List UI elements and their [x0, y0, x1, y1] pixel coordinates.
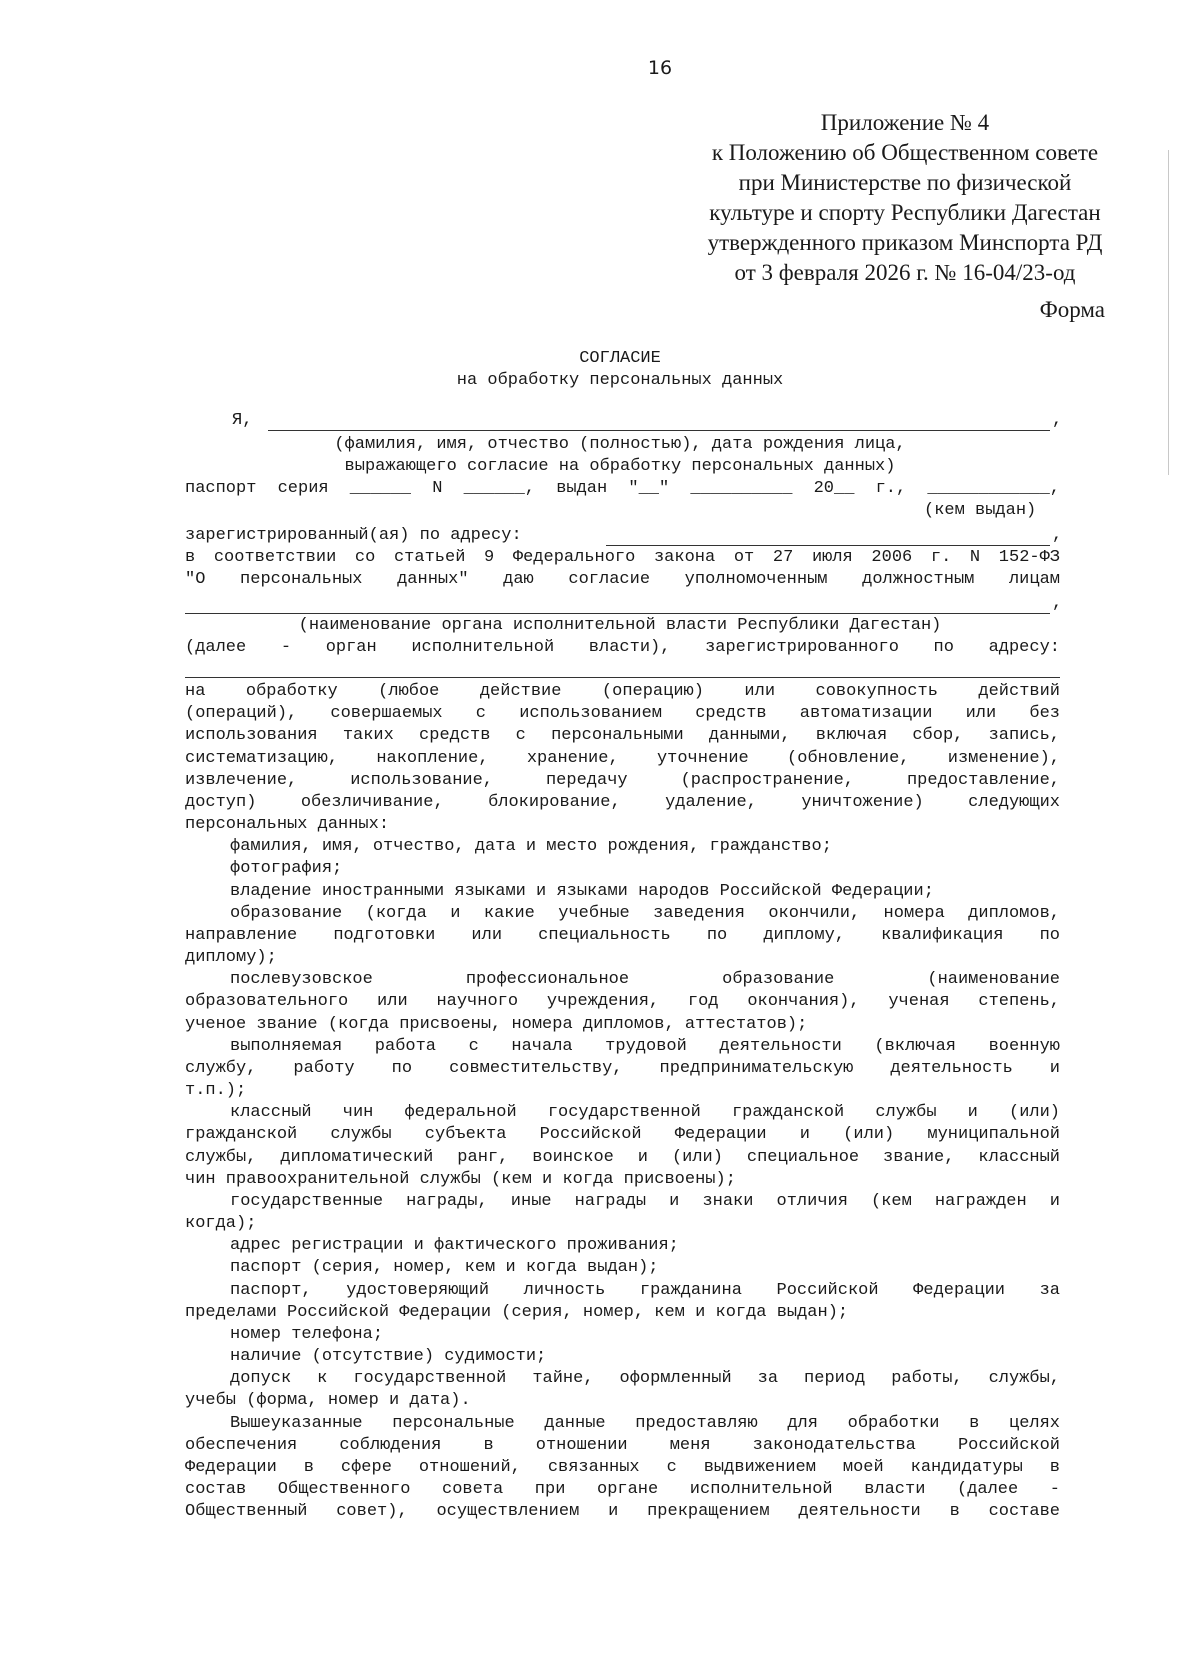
fio-hint: выражающего согласие на обработку персональных данных) [344, 457, 896, 476]
data-item-continuation: Общественный совет), осуществлением и прекращением деятельности в составе [185, 1502, 1060, 1522]
processing-line: использования таких средств с персональными данными, включая сбор, запись, [185, 726, 1060, 746]
registered-label: зарегистрированный(ая) по адресу: [185, 526, 522, 545]
page-number: 16 [647, 57, 673, 79]
processing-line: систематизацию, накопление, хранение, уточнение (обновление, изменение), [185, 748, 1060, 768]
form-label: Форма [1039, 297, 1105, 322]
data-item-continuation: образовательного или научного учреждения, год окончания), ученая степень, [185, 992, 1060, 1012]
data-item-continuation: учебы (форма, номер и дата). [185, 1391, 471, 1411]
data-item: адрес регистрации и фактического проживания; [230, 1236, 679, 1256]
address-blank [606, 545, 1050, 546]
registered-comma: , [1052, 526, 1063, 545]
processing-line: персональных данных: [185, 815, 390, 834]
org-next-line: (далее - орган исполнительной власти), зарегистрированного по адресу: [185, 638, 1060, 657]
document-subtitle: на обработку персональных данных [456, 371, 784, 390]
appendix-line: от 3 февраля 2026 г. № 16-04/23-од [734, 260, 1076, 285]
data-item-continuation: когда); [185, 1214, 257, 1234]
org-hint: (наименование органа исполнительной власти Республики Дагестан) [298, 616, 942, 635]
passport-line: паспорт серия ______ N ______, выдан "__" __________ 20__ г., ____________, [185, 479, 1060, 498]
data-item-continuation: чин правоохранительной службы (кем и когда присвоены); [185, 1169, 736, 1189]
data-item-continuation: диплому); [185, 948, 277, 967]
data-item: выполняемая работа с начала трудовой деятельности (включая военную [230, 1036, 1060, 1056]
ya-comma: , [1052, 411, 1063, 430]
appendix-line: утвержденного приказом Минспорта РД [707, 230, 1103, 255]
fio-blank [268, 430, 1050, 431]
data-item-continuation: службу, работу по совместительству, предпринимательскую деятельность и [185, 1058, 1060, 1078]
data-item: фотография; [230, 859, 343, 879]
appendix-line: культуре и спорту Республики Дагестан [709, 200, 1101, 225]
law-line: в соответствии со статьей 9 Федерального закона от 27 июля 2006 г. N 152-ФЗ [185, 548, 1060, 567]
data-item: послевузовское профессиональное образование (наименование [230, 970, 1060, 990]
org-blank [185, 613, 1050, 614]
data-item: паспорт, удостоверяющий личность гражданина Российской Федерации за [230, 1280, 1060, 1300]
law-line: "О персональных данных" даю согласие уполномоченным должностным лицам [185, 570, 1060, 589]
data-item-continuation: пределами Российской Федерации (серия, номер, кем и когда выдан); [185, 1302, 849, 1322]
data-item: владение иностранными языками и языками народов Российской Федерации; [230, 881, 934, 901]
document-title: СОГЛАСИЕ [579, 349, 661, 368]
data-item: фамилия, имя, отчество, дата и место рождения, гражданство; [230, 837, 832, 857]
appendix-header [690, 108, 1120, 288]
data-item-continuation: ученое звание (когда присвоены, номера дипломов, аттестатов); [185, 1014, 808, 1034]
processing-line: доступ) обезличивание, блокирование, удаление, уничтожение) следующих [185, 792, 1060, 812]
data-item: Вышеуказанные персональные данные предоставляю для обработки в целях [230, 1413, 1060, 1433]
data-item-continuation: состав Общественного совета при органе исполнительной власти (далее - [185, 1480, 1060, 1500]
appendix-line: Приложение № 4 [820, 110, 990, 135]
appendix-line: при Министерстве по физической [738, 170, 1072, 195]
data-item-continuation: службы, дипломатический ранг, воинское и (или) специальное звание, классный [185, 1147, 1060, 1167]
data-item-continuation: обеспечения соблюдения в отношении меня законодательства Российской [185, 1435, 1060, 1455]
data-item-continuation: гражданской службы субъекта Российской Федерации и (или) муниципальной [185, 1125, 1060, 1145]
org-comma: , [1052, 594, 1063, 613]
data-item: классный чин федеральной государственной гражданской службы и (или) [230, 1103, 1060, 1123]
data-item-continuation: Федерации в сфере отношений, связанных с выдвижением моей кандидатуры в [185, 1458, 1060, 1477]
processing-line: извлечение, использование, передачу (распространение, предоставление, [185, 770, 1060, 790]
processing-line: (операций), совершаемых с использованием средств автоматизации или без [185, 704, 1060, 724]
scan-edge-line [1168, 375, 1169, 475]
processing-line: на обработку (любое действие (операцию) или совокупность действий [185, 682, 1060, 701]
fio-hint: (фамилия, имя, отчество (полностью), дата рождения лица, [334, 435, 906, 454]
org-address-blank [185, 677, 1060, 678]
data-item: образование (когда и какие учебные заведения окончили, номера дипломов, [230, 903, 1060, 923]
data-item: государственные награды, иные награды и знаки отличия (кем награжден и [230, 1191, 1060, 1211]
data-item-continuation: направление подготовки или специальность по диплому, квалификация по [185, 925, 1060, 945]
ya-label: Я, [232, 411, 253, 430]
data-item: паспорт (серия, номер, кем и когда выдан); [230, 1258, 659, 1278]
issued-by-hint: (кем выдан) [924, 501, 1037, 520]
data-item: номер телефона; [230, 1324, 384, 1344]
appendix-line: к Положению об Общественном совете [711, 140, 1099, 165]
data-item: наличие (отсутствие) судимости; [230, 1347, 547, 1367]
data-item-continuation: т.п.); [185, 1081, 247, 1101]
data-item: допуск к государственной тайне, оформленный за период работы, службы, [230, 1369, 1060, 1389]
